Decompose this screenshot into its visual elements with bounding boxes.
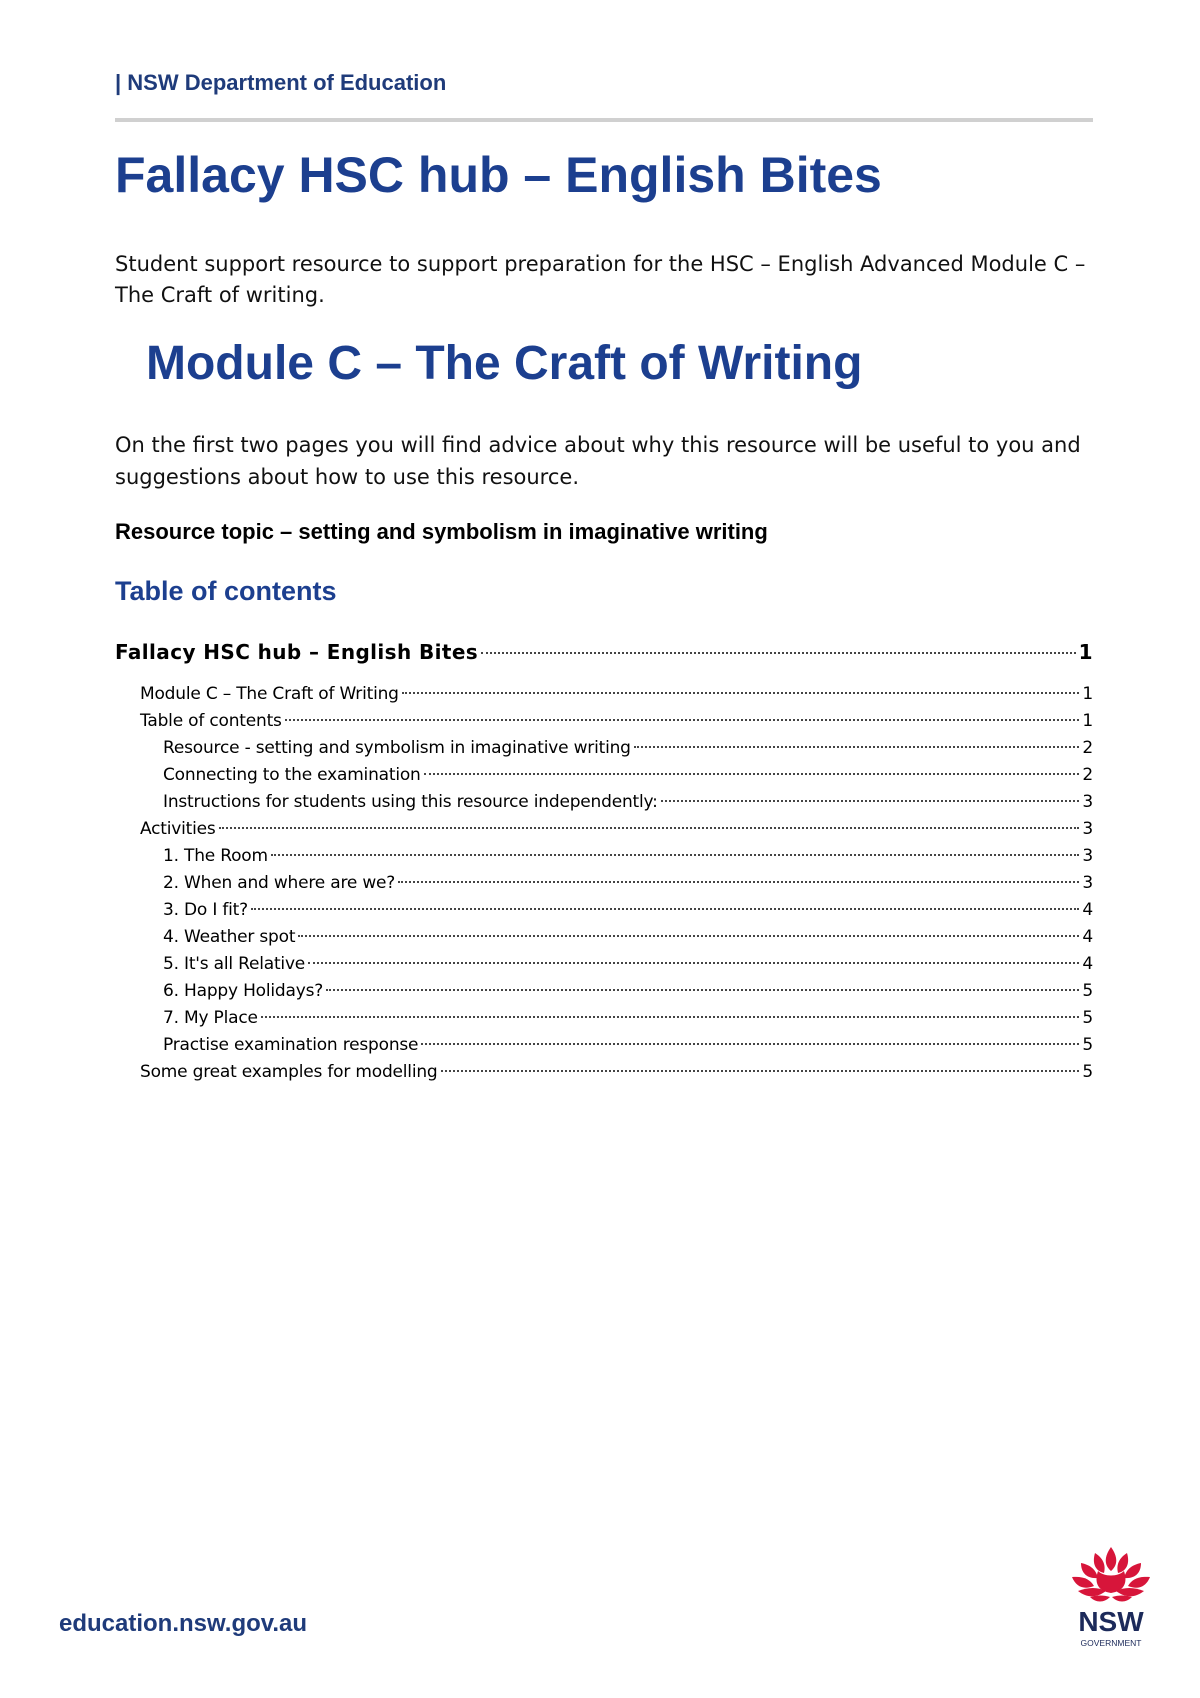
toc-entry-page: 1 (1078, 640, 1093, 664)
toc-entry-page: 3 (1082, 792, 1093, 812)
toc-entry-text: Some great examples for modelling (140, 1062, 438, 1082)
toc-entry-page: 4 (1082, 927, 1093, 947)
toc-entry-text: 5. It's all Relative (163, 954, 306, 974)
logo-wordmark: NSW (1078, 1606, 1144, 1637)
toc-entry-text: Fallacy HSC hub – English Bites (115, 640, 479, 664)
toc-entry-page: 2 (1082, 765, 1093, 785)
toc-entry-page: 4 (1082, 954, 1093, 974)
footer-url[interactable]: education.nsw.gov.au (59, 1610, 308, 1637)
toc-entry-text: Table of contents (140, 711, 282, 731)
toc-entry[interactable] (115, 1005, 1093, 1032)
header-divider (115, 118, 1093, 122)
toc-entry[interactable] (115, 924, 1093, 951)
toc-entry-page: 5 (1082, 981, 1093, 1001)
toc-leader-dots (424, 773, 1080, 775)
logo-subtext: GOVERNMENT (1080, 1638, 1142, 1648)
toc-leader-dots (285, 719, 1080, 721)
toc-entry-text: 2. When and where are we? (163, 873, 396, 893)
toc-entry-page: 3 (1082, 846, 1093, 866)
toc-entry-page: 3 (1082, 873, 1093, 893)
toc-entry[interactable] (115, 708, 1093, 735)
toc-leader-dots (219, 827, 1080, 829)
toc-leader-dots (261, 1016, 1080, 1018)
toc-heading: Table of contents (115, 576, 337, 606)
toc-entry-page: 5 (1082, 1035, 1093, 1055)
toc-entry-text: 7. My Place (163, 1008, 258, 1028)
toc-entry[interactable] (115, 897, 1093, 924)
toc-leader-dots (634, 746, 1080, 748)
toc-entry-text: Resource - setting and symbolism in imaginative writing (163, 738, 631, 758)
toc-entry-text: Activities (140, 819, 216, 839)
toc-entry[interactable] (115, 951, 1093, 978)
toc-leader-dots (398, 881, 1079, 883)
toc-entry-text: Module C – The Craft of Writing (140, 684, 399, 704)
toc-leader-dots (308, 962, 1079, 964)
toc-leader-dots (661, 800, 1080, 802)
toc-leader-dots (441, 1070, 1080, 1072)
module-heading: Module C – The Craft of Writing (146, 337, 863, 390)
toc-entry-text: Connecting to the examination (163, 765, 421, 785)
waratah-icon (1072, 1547, 1150, 1602)
toc-leader-dots (251, 908, 1079, 910)
toc-entry-page: 1 (1082, 684, 1093, 704)
toc-entry-text: 6. Happy Holidays? (163, 981, 324, 1001)
toc-entry[interactable] (115, 681, 1093, 708)
toc-leader-dots (402, 692, 1080, 694)
toc-leader-dots (271, 854, 1080, 856)
nsw-government-logo (1068, 1545, 1154, 1657)
toc-entry[interactable] (115, 843, 1093, 870)
intro-paragraph: On the first two pages you will find advice about why this resource will be useful to you and suggestions about how to use this resource. (115, 433, 1081, 489)
toc-entry[interactable] (115, 870, 1093, 897)
toc-entry[interactable] (115, 1059, 1093, 1086)
toc-entry-page: 5 (1082, 1062, 1093, 1082)
toc-entry[interactable] (115, 1032, 1093, 1059)
toc-entry-page: 2 (1082, 738, 1093, 758)
toc-entry-text: Instructions for students using this resource independently: (163, 792, 658, 812)
toc-entry[interactable] (115, 816, 1093, 843)
document-title: Fallacy HSC hub – English Bites (115, 147, 882, 203)
department-header: | NSW Department of Education (115, 70, 447, 95)
toc-leader-dots (481, 652, 1076, 654)
toc-entry-text: Practise examination response (163, 1035, 419, 1055)
toc-entry-page: 3 (1082, 819, 1093, 839)
toc-entry[interactable] (115, 789, 1093, 816)
document-subtitle: Student support resource to support preparation for the HSC – English Advanced Module C – The Craft of writing. (115, 252, 1086, 307)
toc-entry[interactable] (115, 978, 1093, 1005)
toc-entry-top[interactable] (115, 640, 1093, 664)
toc-leader-dots (421, 1043, 1079, 1045)
toc-entry-text: 4. Weather spot (163, 927, 296, 947)
toc-list (115, 681, 1093, 1086)
toc-leader-dots (298, 935, 1079, 937)
toc-entry[interactable] (115, 762, 1093, 789)
toc-entry[interactable] (115, 735, 1093, 762)
toc-entry-page: 4 (1082, 900, 1093, 920)
toc-entry-page: 1 (1082, 711, 1093, 731)
toc-entry-text: 1. The Room (163, 846, 268, 866)
toc-leader-dots (326, 989, 1079, 991)
toc-entry-page: 5 (1082, 1008, 1093, 1028)
resource-topic: Resource topic – setting and symbolism in imaginative writing (115, 519, 768, 544)
toc-entry-text: 3. Do I fit? (163, 900, 248, 920)
